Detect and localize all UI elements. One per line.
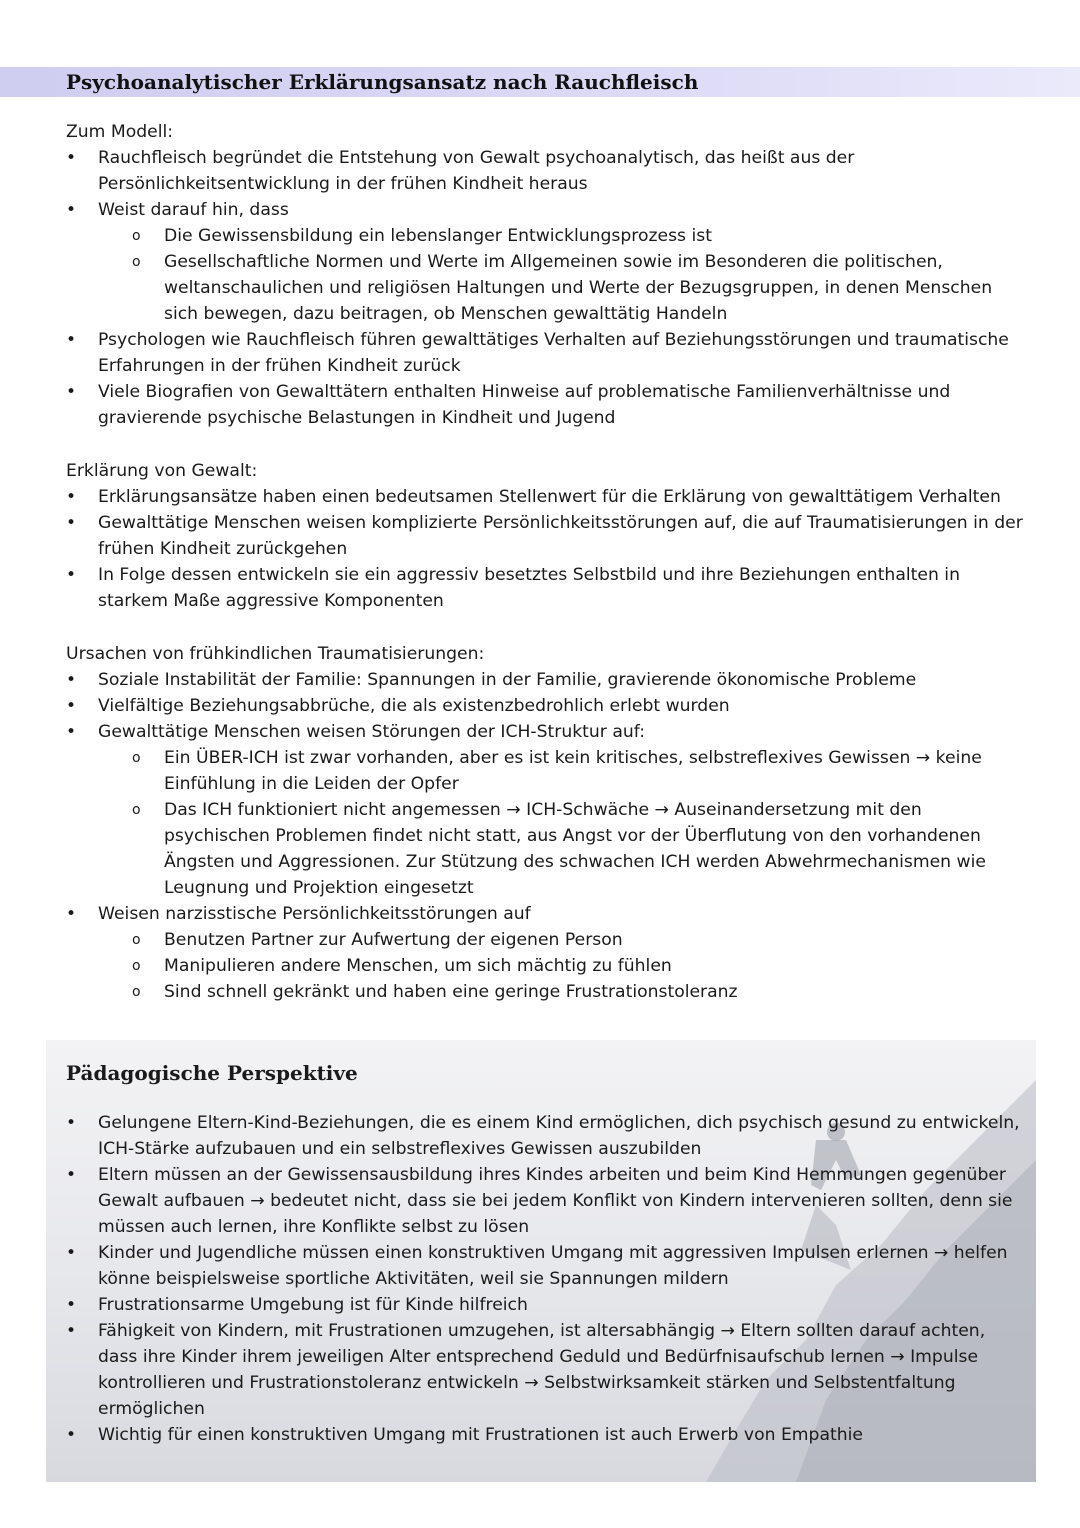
list-item (66, 562, 1026, 614)
list-item (66, 197, 1026, 327)
list-item-text: Weist darauf hin, dass (98, 200, 289, 220)
list-item (66, 510, 1026, 562)
list-item-text: Weisen narzisstische Persönlichkeitsstörungen auf (98, 904, 531, 924)
sub-list-item: o Benutzen Partner zur Aufwertung der eigenen Person (98, 927, 1026, 953)
section-heading-ursachen: Ursachen von frühkindlichen Traumatisierungen: (66, 644, 485, 664)
list-erklaerung (66, 484, 1026, 614)
list-item-text: Vielfältige Beziehungsabbrüche, die als existenzbedrohlich erlebt wurden (98, 696, 730, 716)
section-erklaerung (66, 458, 1026, 614)
list-item (66, 484, 1026, 510)
list-item-text: Frustrationsarme Umgebung ist für Kinde hilfreich (98, 1295, 528, 1315)
list-item-text: Gewalttätige Menschen weisen komplizierte Persönlichkeitsstörungen auf, die auf Traumatisierungen in der frühen Kindheit zurückgehen (98, 513, 1023, 559)
list-paedagogik (66, 1110, 1026, 1448)
list-item-text: Fähigkeit von Kindern, mit Frustrationen umzugehen, ist altersabhängig → Eltern sollten darauf achten, dass ihre Kinder ihrem jeweiligen Alter entsprechend Geduld und Bedürfnisaufschub lernen → Impulse kontrollieren und Frustrationstoleranz entwickeln → Selbstwirksamkeit stärken und Selbstentfaltung ermöglichen (98, 1321, 986, 1419)
list-item (66, 1318, 1026, 1422)
list-item (66, 693, 1026, 719)
sub-list-item: o Manipulieren andere Menschen, um sich mächtig zu fühlen (98, 953, 1026, 979)
sub-list-item: o Ein ÜBER-ICH ist zwar vorhanden, aber es ist kein kritisches, selbstreflexives Gewissen → keine Einfühlung in die Leiden der Opfer (98, 745, 1026, 797)
sub-list-item: o Die Gewissensbildung ein lebenslanger Entwicklungsprozess ist (98, 223, 1026, 249)
list-item (66, 719, 1026, 901)
list-item (66, 1422, 1026, 1448)
sub-list (98, 745, 1026, 901)
sub-list (98, 927, 1026, 1005)
list-item (66, 1162, 1026, 1240)
section-title-paedagogik: Pädagogische Perspektive (66, 1061, 358, 1085)
list-item-text: Soziale Instabilität der Familie: Spannungen in der Familie, gravierende ökonomische Probleme (98, 670, 917, 690)
list-item (66, 667, 1026, 693)
list-item-text: Viele Biografien von Gewalttätern enthalten Hinweise auf problematische Familienverhältnisse und gravierende psychische Belastungen in Kindheit und Jugend (98, 382, 951, 428)
list-item (66, 145, 1026, 197)
paedagogik-box (46, 1040, 1036, 1482)
sub-list-item: o Das ICH funktioniert nicht angemessen → ICH-Schwäche → Auseinandersetzung mit den psychischen Problemen findet nicht statt, aus Angst vor der Überflutung von den vorhandenen Ängsten und Aggressionen. Zur Stützung des schwachen ICH werden Abwehrmechanismen wie Leugnung und Projektion eingesetzt (98, 797, 1026, 901)
section-ursachen (66, 641, 1026, 1005)
section-heading-modell: Zum Modell: (66, 122, 174, 142)
list-item-text: In Folge dessen entwickeln sie ein aggressiv besetztes Selbstbild und ihre Beziehungen enthalten in starkem Maße aggressive Komponenten (98, 565, 960, 611)
list-item-text: Gelungene Eltern-Kind-Beziehungen, die es einem Kind ermöglichen, dich psychisch gesund zu entwickeln, ICH-Stärke aufzubauen und ein selbstreflexives Gewissen auszubilden (98, 1113, 1020, 1159)
list-item-text: Kinder und Jugendliche müssen einen konstruktiven Umgang mit aggressiven Impulsen erlernen → helfen könne beispielsweise sportliche Aktivitäten, weil sie Spannungen mildern (98, 1243, 1008, 1289)
list-item-text: Erklärungsansätze haben einen bedeutsamen Stellenwert für die Erklärung von gewalttätigem Verhalten (98, 487, 1001, 507)
list-item (66, 901, 1026, 1005)
sub-list-item: o Sind schnell gekränkt und haben eine geringe Frustrationstoleranz (98, 979, 1026, 1005)
section-heading-erklaerung: Erklärung von Gewalt: (66, 461, 258, 481)
page-title: Psychoanalytischer Erklärungsansatz nach Rauchfleisch (66, 70, 699, 94)
list-item (66, 379, 1026, 431)
list-item-text: Rauchfleisch begründet die Entstehung von Gewalt psychoanalytisch, das heißt aus der Persönlichkeitsentwicklung in der frühen Kindheit heraus (98, 148, 855, 194)
list-ursachen (66, 667, 1026, 1005)
section-modell (66, 119, 1026, 431)
list-item-text: Psychologen wie Rauchfleisch führen gewalttätiges Verhalten auf Beziehungsstörungen und traumatische Erfahrungen in der frühen Kindheit zurück (98, 330, 1009, 376)
sub-list (98, 223, 1026, 327)
list-item (66, 1110, 1026, 1162)
list-item-text: Gewalttätige Menschen weisen Störungen der ICH-Struktur auf: (98, 722, 645, 742)
list-item-text: Wichtig für einen konstruktiven Umgang mit Frustrationen ist auch Erwerb von Empathie (98, 1425, 863, 1445)
section-paedagogik (66, 1110, 1026, 1448)
list-item-text: Eltern müssen an der Gewissensausbildung ihres Kindes arbeiten und beim Kind Hemmungen gegenüber Gewalt aufbauen → bedeutet nicht, dass sie bei jedem Konflikt von Kindern intervenieren sollten, denn sie müssen auch lernen, ihre Konflikte selbst zu lösen (98, 1165, 1013, 1237)
list-item (66, 327, 1026, 379)
list-item (66, 1240, 1026, 1292)
sub-list-item: o Gesellschaftliche Normen und Werte im Allgemeinen sowie im Besonderen die politischen, weltanschaulichen und religiösen Haltungen und Werte der Bezugsgruppen, in denen Menschen sich bewegen, dazu beitragen, ob Menschen gewalttätig Handeln (98, 249, 1026, 327)
list-modell (66, 145, 1026, 431)
list-item (66, 1292, 1026, 1318)
